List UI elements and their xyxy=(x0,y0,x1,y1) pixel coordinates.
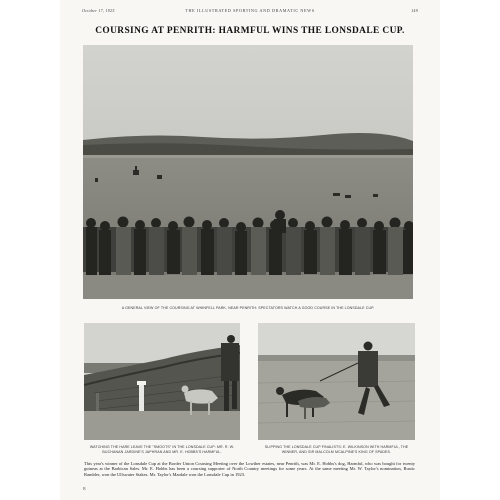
right-photo-caption: SLIPPING THE LONSDALE CUP FINALISTS: E. WILKINSON WITH HARMFUL, THE WINNER, AND SIR MALCOLM MCALPINE'S KING OF SPADES. xyxy=(264,445,409,454)
running-head xyxy=(82,8,418,18)
main-photo-caption: A GENERAL VIEW OF THE COURSING AT WHINFELL PARK, NEAR PENRITH: SPECTATORS WATCH A GOOD COURSE IN THE LONSDALE CUP. xyxy=(121,306,375,310)
page-headline: COURSING AT PENRITH: HARMFUL WINS THE LONSDALE CUP. xyxy=(95,26,405,36)
issue-date: October 17, 1925 xyxy=(82,8,115,13)
main-photo-coursing-field xyxy=(83,45,413,299)
magazine-title: THE ILLUSTRATED SPORTING AND DRAMATIC NEWS xyxy=(185,8,315,13)
right-photo-slipping xyxy=(258,323,415,440)
article-body: This year's winner of the Lonsdale Cup at the Border Union Coursing Meeting over the Lowther estates, near Penrith, was Mr. E. Hobbs's dog, Harmful, who was bought for twenty guineas at the Barbican Sales. Mr. E. Hobbs has been a coursing supporter of North Country meetings for some years. At the same meeting Mr. W. Taylor's nomination, Rustic Rambler, won the Ullswater Stakes. Mr. Taylor's Mardale won the Lonsdale Cup in 1923. xyxy=(84,461,415,477)
left-photo-caption: WATCHING THE HARE LEAVE THE "SMOOTS" IN THE LONSDALE CUP: MR. R. W. BUCHANAN JARDINE'S JAPHRAN AND MR. E. HOBBS'S HARMFUL. xyxy=(89,445,235,454)
page-number: 149 xyxy=(411,8,418,13)
left-photo-smoots xyxy=(84,323,240,440)
folio-mark: B xyxy=(83,486,86,491)
